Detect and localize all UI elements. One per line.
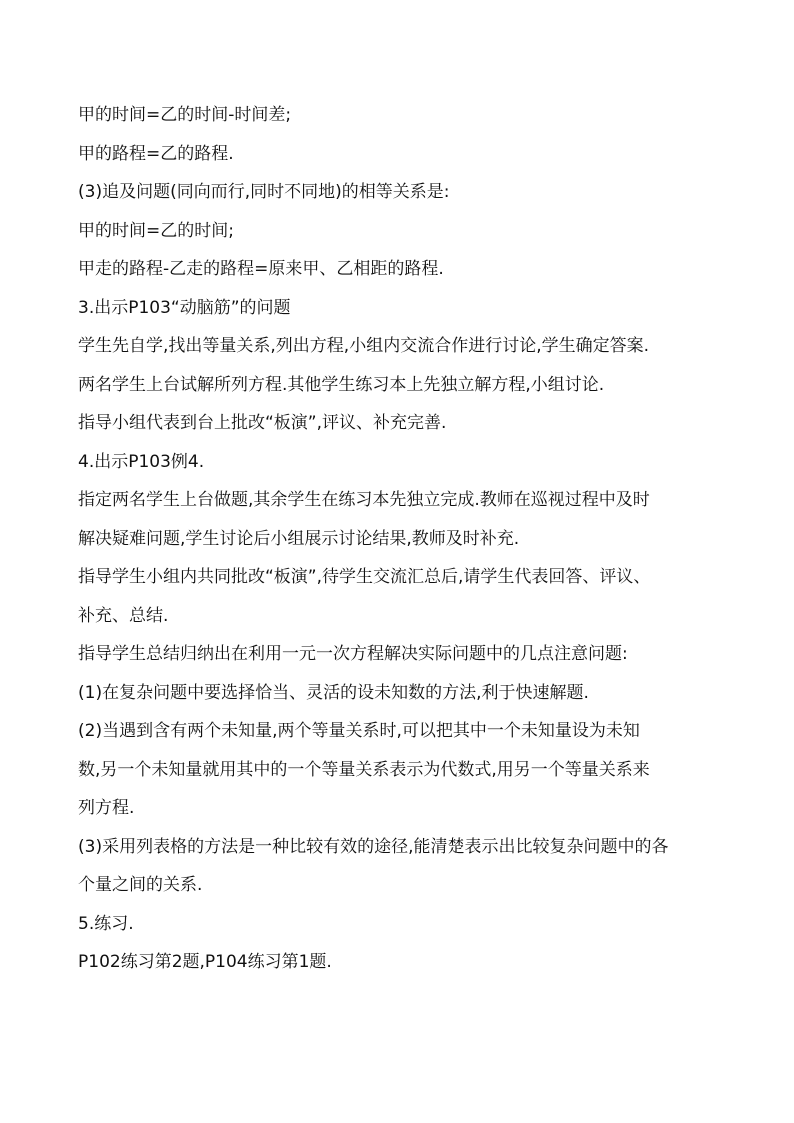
text-line: 指导学生小组内共同批改“板演”,待学生交流汇总后,请学生代表回答、评议、 bbox=[78, 567, 651, 587]
text-line: 解决疑难问题,学生讨论后小组展示讨论结果,教师及时补充. bbox=[78, 528, 520, 549]
text-line: (3)追及问题(同向而行,同时不同地)的相等关系是: bbox=[78, 182, 450, 202]
text-line: 个量之间的关系. bbox=[78, 875, 203, 895]
text-line: 补充、总结. bbox=[78, 605, 169, 626]
text-line: 学生先自学,找出等量关系,列出方程,小组内交流合作进行讨论,学生确定答案. bbox=[78, 336, 650, 356]
text-line: P102练习第2题,P104练习第1题. bbox=[78, 952, 332, 972]
text-line: 甲的时间=乙的时间-时间差; bbox=[78, 105, 292, 125]
text-line: 甲走的路程-乙走的路程=原来甲、乙相距的路程. bbox=[78, 259, 444, 279]
text-line: 指导小组代表到台上批改“板演”,评议、补充完善. bbox=[78, 413, 447, 433]
text-line: 指导学生总结归纳出在利用一元一次方程解决实际问题中的几点注意问题: bbox=[78, 644, 628, 664]
section-heading: 5.练习. bbox=[78, 913, 134, 934]
text-line: 指定两名学生上台做题,其余学生在练习本先独立完成.教师在巡视过程中及时 bbox=[78, 490, 650, 510]
section-heading: 3.出示P103“动脑筋”的问题 bbox=[78, 297, 291, 318]
text-line: (2)当遇到含有两个未知量,两个等量关系时,可以把其中一个未知量设为未知 bbox=[78, 721, 640, 741]
text-line: (3)采用列表格的方法是一种比较有效的途径,能清楚表示出比较复杂问题中的各 bbox=[78, 836, 669, 857]
text-line: 两名学生上台试解所列方程.其他学生练习本上先独立解方程,小组讨论. bbox=[78, 374, 605, 395]
document-body bbox=[78, 96, 728, 982]
text-line: 列方程. bbox=[78, 798, 135, 818]
text-line: 甲的时间=乙的时间; bbox=[78, 220, 234, 241]
text-line: 数,另一个未知量就用其中的一个等量关系表示为代数式,用另一个等量关系来 bbox=[78, 759, 650, 780]
text-line: (1)在复杂问题中要选择恰当、灵活的设未知数的方法,利于快速解题. bbox=[78, 682, 589, 703]
text-line: 甲的路程=乙的路程. bbox=[78, 143, 234, 164]
section-heading: 4.出示P103例4. bbox=[78, 451, 205, 472]
